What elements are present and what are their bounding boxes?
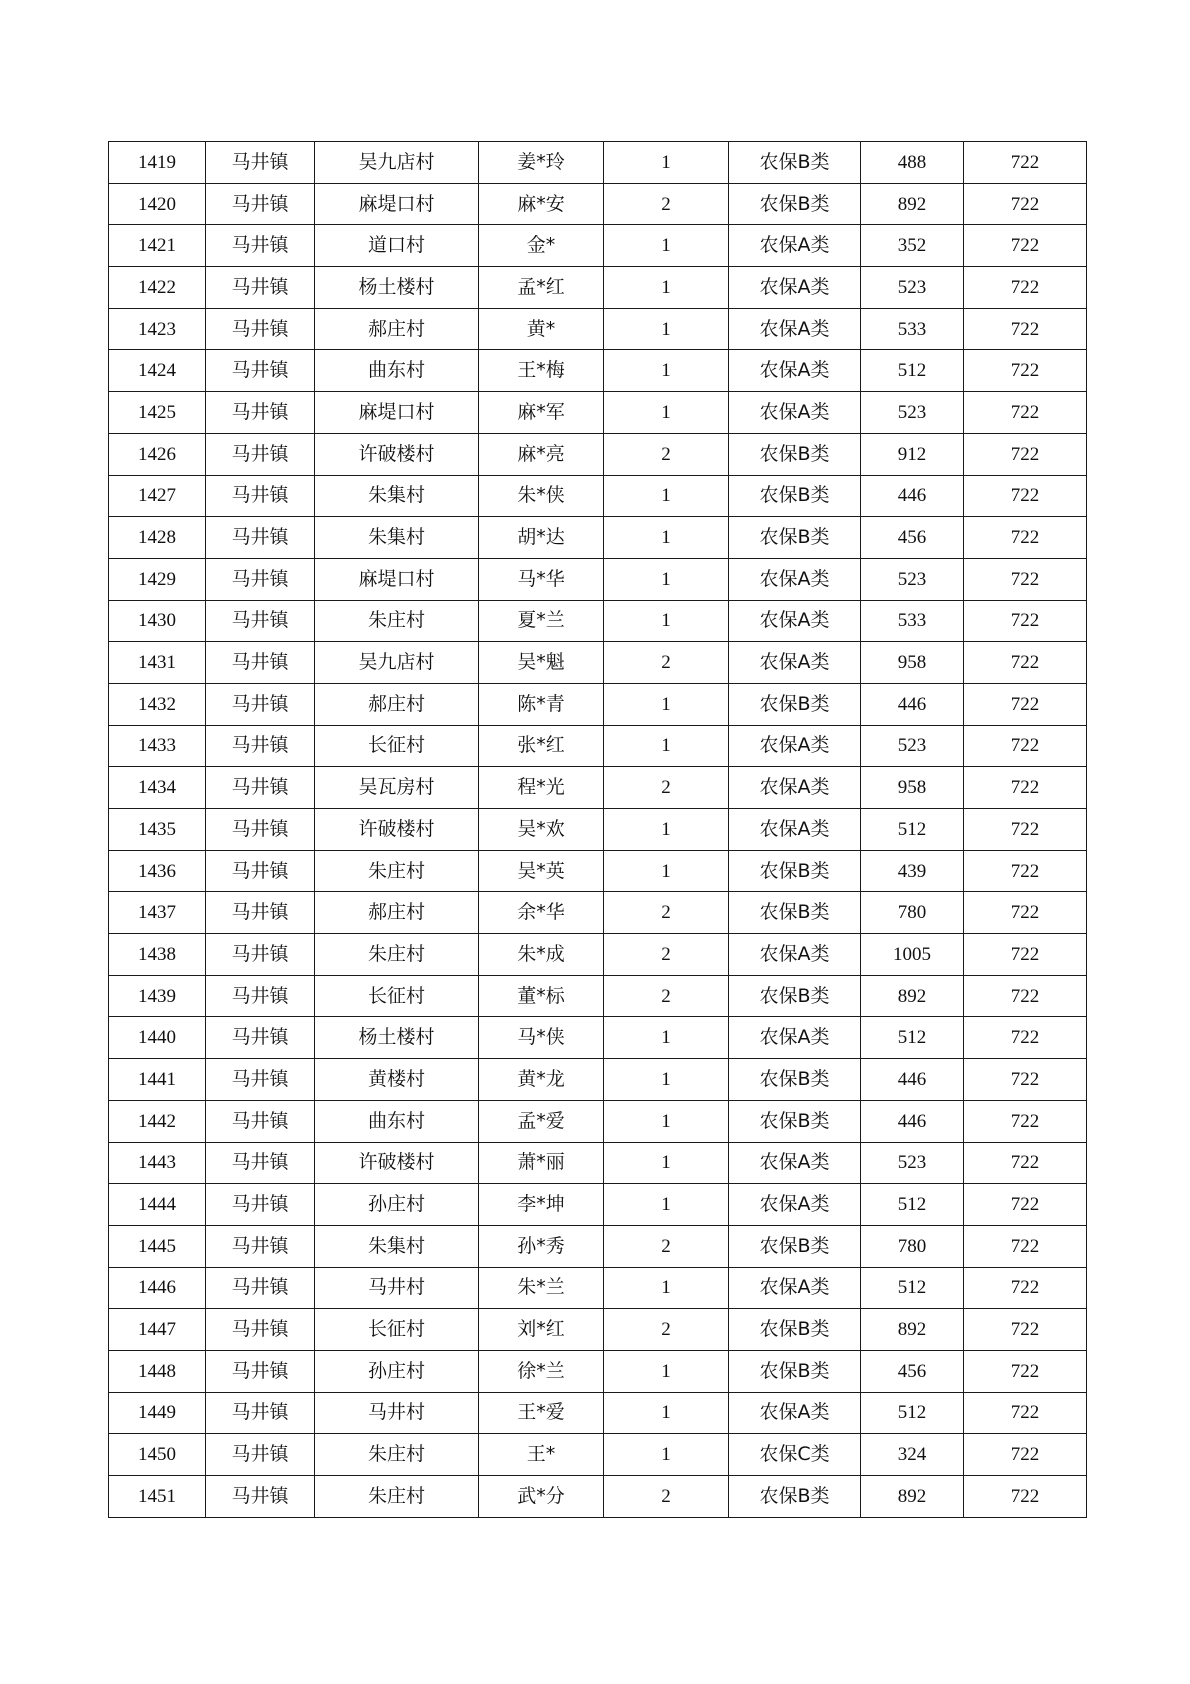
serial-number-cell: 1422 [109, 267, 206, 309]
table-row [109, 975, 1087, 1017]
insurance-type-cell: 农保A类 [729, 225, 861, 267]
town-cell: 马井镇 [206, 558, 315, 600]
village-cell: 杨土楼村 [315, 267, 479, 309]
town-cell: 马井镇 [206, 975, 315, 1017]
town-cell: 马井镇 [206, 1017, 315, 1059]
town-cell: 马井镇 [206, 1184, 315, 1226]
table-row [109, 683, 1087, 725]
household-size-cell: 1 [604, 350, 729, 392]
serial-number-cell: 1438 [109, 934, 206, 976]
name-cell: 孟*爱 [479, 1100, 604, 1142]
table-row [109, 1100, 1087, 1142]
standard-cell: 722 [964, 975, 1087, 1017]
amount-cell: 892 [861, 1476, 964, 1518]
table-row [109, 1267, 1087, 1309]
table-row [109, 1434, 1087, 1476]
serial-number-cell: 1432 [109, 683, 206, 725]
amount-cell: 446 [861, 475, 964, 517]
household-size-cell: 2 [604, 1309, 729, 1351]
insurance-type-cell: 农保B类 [729, 683, 861, 725]
town-cell: 马井镇 [206, 1059, 315, 1101]
table-row [109, 1184, 1087, 1226]
town-cell: 马井镇 [206, 517, 315, 559]
insurance-type-cell: 农保A类 [729, 725, 861, 767]
table-row [109, 934, 1087, 976]
household-size-cell: 1 [604, 267, 729, 309]
insurance-type-cell: 农保C类 [729, 1434, 861, 1476]
standard-cell: 722 [964, 475, 1087, 517]
serial-number-cell: 1420 [109, 183, 206, 225]
amount-cell: 446 [861, 683, 964, 725]
table-row [109, 267, 1087, 309]
name-cell: 朱*侠 [479, 475, 604, 517]
serial-number-cell: 1433 [109, 725, 206, 767]
insurance-type-cell: 农保B类 [729, 142, 861, 184]
insurance-type-cell: 农保A类 [729, 267, 861, 309]
town-cell: 马井镇 [206, 1225, 315, 1267]
serial-number-cell: 1424 [109, 350, 206, 392]
name-cell: 余*华 [479, 892, 604, 934]
standard-cell: 722 [964, 267, 1087, 309]
amount-cell: 512 [861, 350, 964, 392]
table-row [109, 1476, 1087, 1518]
insurance-type-cell: 农保B类 [729, 850, 861, 892]
insurance-type-cell: 农保B类 [729, 892, 861, 934]
insurance-type-cell: 农保B类 [729, 975, 861, 1017]
serial-number-cell: 1446 [109, 1267, 206, 1309]
serial-number-cell: 1434 [109, 767, 206, 809]
village-cell: 朱庄村 [315, 850, 479, 892]
serial-number-cell: 1445 [109, 1225, 206, 1267]
standard-cell: 722 [964, 767, 1087, 809]
amount-cell: 533 [861, 308, 964, 350]
standard-cell: 722 [964, 1267, 1087, 1309]
table-row [109, 1017, 1087, 1059]
amount-cell: 958 [861, 642, 964, 684]
amount-cell: 892 [861, 1309, 964, 1351]
village-cell: 长征村 [315, 1309, 479, 1351]
standard-cell: 722 [964, 683, 1087, 725]
household-size-cell: 1 [604, 517, 729, 559]
amount-cell: 512 [861, 1267, 964, 1309]
table-row [109, 1309, 1087, 1351]
town-cell: 马井镇 [206, 1392, 315, 1434]
insurance-type-cell: 农保B类 [729, 1350, 861, 1392]
serial-number-cell: 1444 [109, 1184, 206, 1226]
standard-cell: 722 [964, 1059, 1087, 1101]
serial-number-cell: 1436 [109, 850, 206, 892]
amount-cell: 780 [861, 1225, 964, 1267]
household-size-cell: 1 [604, 1184, 729, 1226]
amount-cell: 446 [861, 1059, 964, 1101]
village-cell: 黄楼村 [315, 1059, 479, 1101]
amount-cell: 512 [861, 1392, 964, 1434]
name-cell: 武*分 [479, 1476, 604, 1518]
village-cell: 郝庄村 [315, 683, 479, 725]
serial-number-cell: 1441 [109, 1059, 206, 1101]
standard-cell: 722 [964, 225, 1087, 267]
name-cell: 王*梅 [479, 350, 604, 392]
name-cell: 程*光 [479, 767, 604, 809]
table-row [109, 600, 1087, 642]
village-cell: 吴九店村 [315, 142, 479, 184]
town-cell: 马井镇 [206, 183, 315, 225]
table-row [109, 1142, 1087, 1184]
table-row [109, 892, 1087, 934]
serial-number-cell: 1442 [109, 1100, 206, 1142]
serial-number-cell: 1440 [109, 1017, 206, 1059]
insurance-type-cell: 农保A类 [729, 558, 861, 600]
standard-cell: 722 [964, 433, 1087, 475]
serial-number-cell: 1431 [109, 642, 206, 684]
village-cell: 麻堤口村 [315, 183, 479, 225]
name-cell: 麻*亮 [479, 433, 604, 475]
household-size-cell: 1 [604, 1142, 729, 1184]
serial-number-cell: 1451 [109, 1476, 206, 1518]
standard-cell: 722 [964, 934, 1087, 976]
standard-cell: 722 [964, 1100, 1087, 1142]
table-row [109, 183, 1087, 225]
amount-cell: 456 [861, 517, 964, 559]
standard-cell: 722 [964, 642, 1087, 684]
household-size-cell: 1 [604, 809, 729, 851]
serial-number-cell: 1427 [109, 475, 206, 517]
household-size-cell: 1 [604, 1100, 729, 1142]
serial-number-cell: 1437 [109, 892, 206, 934]
town-cell: 马井镇 [206, 934, 315, 976]
town-cell: 马井镇 [206, 1100, 315, 1142]
name-cell: 董*标 [479, 975, 604, 1017]
town-cell: 马井镇 [206, 475, 315, 517]
insurance-type-cell: 农保B类 [729, 1225, 861, 1267]
town-cell: 马井镇 [206, 225, 315, 267]
insurance-type-cell: 农保B类 [729, 183, 861, 225]
name-cell: 朱*兰 [479, 1267, 604, 1309]
standard-cell: 722 [964, 1142, 1087, 1184]
village-cell: 吴瓦房村 [315, 767, 479, 809]
insurance-type-cell: 农保A类 [729, 600, 861, 642]
standard-cell: 722 [964, 558, 1087, 600]
table-row [109, 1350, 1087, 1392]
village-cell: 朱庄村 [315, 934, 479, 976]
table-row [109, 1225, 1087, 1267]
household-size-cell: 2 [604, 1225, 729, 1267]
standard-cell: 722 [964, 1434, 1087, 1476]
town-cell: 马井镇 [206, 767, 315, 809]
village-cell: 马井村 [315, 1267, 479, 1309]
village-cell: 马井村 [315, 1392, 479, 1434]
amount-cell: 456 [861, 1350, 964, 1392]
name-cell: 孙*秀 [479, 1225, 604, 1267]
name-cell: 黄* [479, 308, 604, 350]
table-row [109, 517, 1087, 559]
name-cell: 胡*达 [479, 517, 604, 559]
standard-cell: 722 [964, 1309, 1087, 1351]
table-row [109, 1392, 1087, 1434]
village-cell: 吴九店村 [315, 642, 479, 684]
amount-cell: 512 [861, 809, 964, 851]
insurance-type-cell: 农保A类 [729, 767, 861, 809]
table-row [109, 142, 1087, 184]
standard-cell: 722 [964, 1184, 1087, 1226]
insurance-type-cell: 农保B类 [729, 517, 861, 559]
serial-number-cell: 1443 [109, 1142, 206, 1184]
village-cell: 朱集村 [315, 475, 479, 517]
town-cell: 马井镇 [206, 1476, 315, 1518]
name-cell: 金* [479, 225, 604, 267]
household-size-cell: 2 [604, 183, 729, 225]
household-size-cell: 2 [604, 433, 729, 475]
household-size-cell: 1 [604, 1059, 729, 1101]
standard-cell: 722 [964, 725, 1087, 767]
name-cell: 朱*成 [479, 934, 604, 976]
household-size-cell: 2 [604, 934, 729, 976]
household-size-cell: 1 [604, 850, 729, 892]
name-cell: 李*坤 [479, 1184, 604, 1226]
table-row [109, 642, 1087, 684]
name-cell: 马*侠 [479, 1017, 604, 1059]
insurance-type-cell: 农保A类 [729, 1392, 861, 1434]
insurance-type-cell: 农保A类 [729, 934, 861, 976]
serial-number-cell: 1421 [109, 225, 206, 267]
town-cell: 马井镇 [206, 892, 315, 934]
table-row [109, 225, 1087, 267]
insurance-type-cell: 农保A类 [729, 1267, 861, 1309]
amount-cell: 512 [861, 1017, 964, 1059]
amount-cell: 1005 [861, 934, 964, 976]
village-cell: 许破楼村 [315, 433, 479, 475]
household-size-cell: 1 [604, 683, 729, 725]
table-row [109, 1059, 1087, 1101]
household-size-cell: 2 [604, 892, 729, 934]
insurance-type-cell: 农保A类 [729, 308, 861, 350]
household-size-cell: 1 [604, 600, 729, 642]
serial-number-cell: 1419 [109, 142, 206, 184]
name-cell: 吴*欢 [479, 809, 604, 851]
roster-body [109, 142, 1087, 1518]
serial-number-cell: 1450 [109, 1434, 206, 1476]
name-cell: 马*华 [479, 558, 604, 600]
town-cell: 马井镇 [206, 809, 315, 851]
amount-cell: 912 [861, 433, 964, 475]
amount-cell: 523 [861, 1142, 964, 1184]
standard-cell: 722 [964, 850, 1087, 892]
insurance-type-cell: 农保B类 [729, 475, 861, 517]
standard-cell: 722 [964, 600, 1087, 642]
amount-cell: 892 [861, 183, 964, 225]
town-cell: 马井镇 [206, 1350, 315, 1392]
town-cell: 马井镇 [206, 683, 315, 725]
household-size-cell: 2 [604, 642, 729, 684]
village-cell: 麻堤口村 [315, 392, 479, 434]
insurance-type-cell: 农保A类 [729, 809, 861, 851]
town-cell: 马井镇 [206, 850, 315, 892]
table-row [109, 433, 1087, 475]
table-row [109, 809, 1087, 851]
village-cell: 郝庄村 [315, 308, 479, 350]
insurance-type-cell: 农保A类 [729, 392, 861, 434]
village-cell: 杨土楼村 [315, 1017, 479, 1059]
household-size-cell: 1 [604, 1350, 729, 1392]
village-cell: 许破楼村 [315, 809, 479, 851]
amount-cell: 780 [861, 892, 964, 934]
table-row [109, 392, 1087, 434]
amount-cell: 523 [861, 392, 964, 434]
name-cell: 吴*魁 [479, 642, 604, 684]
village-cell: 朱集村 [315, 1225, 479, 1267]
town-cell: 马井镇 [206, 392, 315, 434]
table-row [109, 767, 1087, 809]
standard-cell: 722 [964, 809, 1087, 851]
table-row [109, 558, 1087, 600]
name-cell: 陈*青 [479, 683, 604, 725]
household-size-cell: 1 [604, 142, 729, 184]
serial-number-cell: 1447 [109, 1309, 206, 1351]
name-cell: 姜*玲 [479, 142, 604, 184]
household-size-cell: 1 [604, 1017, 729, 1059]
table-row [109, 725, 1087, 767]
amount-cell: 523 [861, 267, 964, 309]
table-row [109, 475, 1087, 517]
standard-cell: 722 [964, 1017, 1087, 1059]
name-cell: 麻*安 [479, 183, 604, 225]
amount-cell: 324 [861, 1434, 964, 1476]
household-size-cell: 1 [604, 308, 729, 350]
town-cell: 马井镇 [206, 600, 315, 642]
standard-cell: 722 [964, 308, 1087, 350]
name-cell: 黄*龙 [479, 1059, 604, 1101]
insurance-type-cell: 农保A类 [729, 1142, 861, 1184]
amount-cell: 892 [861, 975, 964, 1017]
town-cell: 马井镇 [206, 267, 315, 309]
amount-cell: 439 [861, 850, 964, 892]
standard-cell: 722 [964, 392, 1087, 434]
serial-number-cell: 1439 [109, 975, 206, 1017]
table-row [109, 308, 1087, 350]
household-size-cell: 1 [604, 1267, 729, 1309]
serial-number-cell: 1428 [109, 517, 206, 559]
village-cell: 孙庄村 [315, 1350, 479, 1392]
serial-number-cell: 1426 [109, 433, 206, 475]
name-cell: 吴*英 [479, 850, 604, 892]
household-size-cell: 1 [604, 558, 729, 600]
household-size-cell: 2 [604, 767, 729, 809]
insurance-type-cell: 农保A类 [729, 642, 861, 684]
table-row [109, 350, 1087, 392]
amount-cell: 958 [861, 767, 964, 809]
insurance-type-cell: 农保B类 [729, 1476, 861, 1518]
town-cell: 马井镇 [206, 308, 315, 350]
town-cell: 马井镇 [206, 350, 315, 392]
name-cell: 夏*兰 [479, 600, 604, 642]
village-cell: 许破楼村 [315, 1142, 479, 1184]
name-cell: 徐*兰 [479, 1350, 604, 1392]
village-cell: 长征村 [315, 725, 479, 767]
standard-cell: 722 [964, 1476, 1087, 1518]
name-cell: 孟*红 [479, 267, 604, 309]
village-cell: 曲东村 [315, 350, 479, 392]
name-cell: 刘*红 [479, 1309, 604, 1351]
insurance-type-cell: 农保A类 [729, 1017, 861, 1059]
name-cell: 王* [479, 1434, 604, 1476]
village-cell: 朱庄村 [315, 1434, 479, 1476]
name-cell: 王*爱 [479, 1392, 604, 1434]
standard-cell: 722 [964, 517, 1087, 559]
amount-cell: 523 [861, 558, 964, 600]
amount-cell: 446 [861, 1100, 964, 1142]
amount-cell: 533 [861, 600, 964, 642]
village-cell: 曲东村 [315, 1100, 479, 1142]
standard-cell: 722 [964, 892, 1087, 934]
insurance-type-cell: 农保B类 [729, 1059, 861, 1101]
household-size-cell: 1 [604, 392, 729, 434]
roster-table [108, 141, 1087, 1518]
insurance-type-cell: 农保A类 [729, 350, 861, 392]
town-cell: 马井镇 [206, 433, 315, 475]
household-size-cell: 1 [604, 725, 729, 767]
household-size-cell: 1 [604, 475, 729, 517]
village-cell: 朱庄村 [315, 600, 479, 642]
town-cell: 马井镇 [206, 1309, 315, 1351]
household-size-cell: 2 [604, 975, 729, 1017]
village-cell: 道口村 [315, 225, 479, 267]
amount-cell: 488 [861, 142, 964, 184]
insurance-type-cell: 农保B类 [729, 1100, 861, 1142]
table-row [109, 850, 1087, 892]
village-cell: 长征村 [315, 975, 479, 1017]
serial-number-cell: 1448 [109, 1350, 206, 1392]
standard-cell: 722 [964, 1225, 1087, 1267]
name-cell: 麻*军 [479, 392, 604, 434]
village-cell: 朱集村 [315, 517, 479, 559]
insurance-type-cell: 农保A类 [729, 1184, 861, 1226]
name-cell: 萧*丽 [479, 1142, 604, 1184]
town-cell: 马井镇 [206, 1142, 315, 1184]
serial-number-cell: 1423 [109, 308, 206, 350]
serial-number-cell: 1425 [109, 392, 206, 434]
town-cell: 马井镇 [206, 1267, 315, 1309]
town-cell: 马井镇 [206, 1434, 315, 1476]
amount-cell: 523 [861, 725, 964, 767]
standard-cell: 722 [964, 142, 1087, 184]
household-size-cell: 1 [604, 225, 729, 267]
insurance-type-cell: 农保B类 [729, 433, 861, 475]
town-cell: 马井镇 [206, 142, 315, 184]
village-cell: 郝庄村 [315, 892, 479, 934]
name-cell: 张*红 [479, 725, 604, 767]
amount-cell: 512 [861, 1184, 964, 1226]
town-cell: 马井镇 [206, 725, 315, 767]
serial-number-cell: 1430 [109, 600, 206, 642]
serial-number-cell: 1429 [109, 558, 206, 600]
village-cell: 朱庄村 [315, 1476, 479, 1518]
village-cell: 孙庄村 [315, 1184, 479, 1226]
town-cell: 马井镇 [206, 642, 315, 684]
standard-cell: 722 [964, 1392, 1087, 1434]
household-size-cell: 1 [604, 1434, 729, 1476]
insurance-type-cell: 农保B类 [729, 1309, 861, 1351]
standard-cell: 722 [964, 1350, 1087, 1392]
serial-number-cell: 1435 [109, 809, 206, 851]
serial-number-cell: 1449 [109, 1392, 206, 1434]
village-cell: 麻堤口村 [315, 558, 479, 600]
household-size-cell: 1 [604, 1392, 729, 1434]
household-size-cell: 2 [604, 1476, 729, 1518]
standard-cell: 722 [964, 350, 1087, 392]
amount-cell: 352 [861, 225, 964, 267]
standard-cell: 722 [964, 183, 1087, 225]
